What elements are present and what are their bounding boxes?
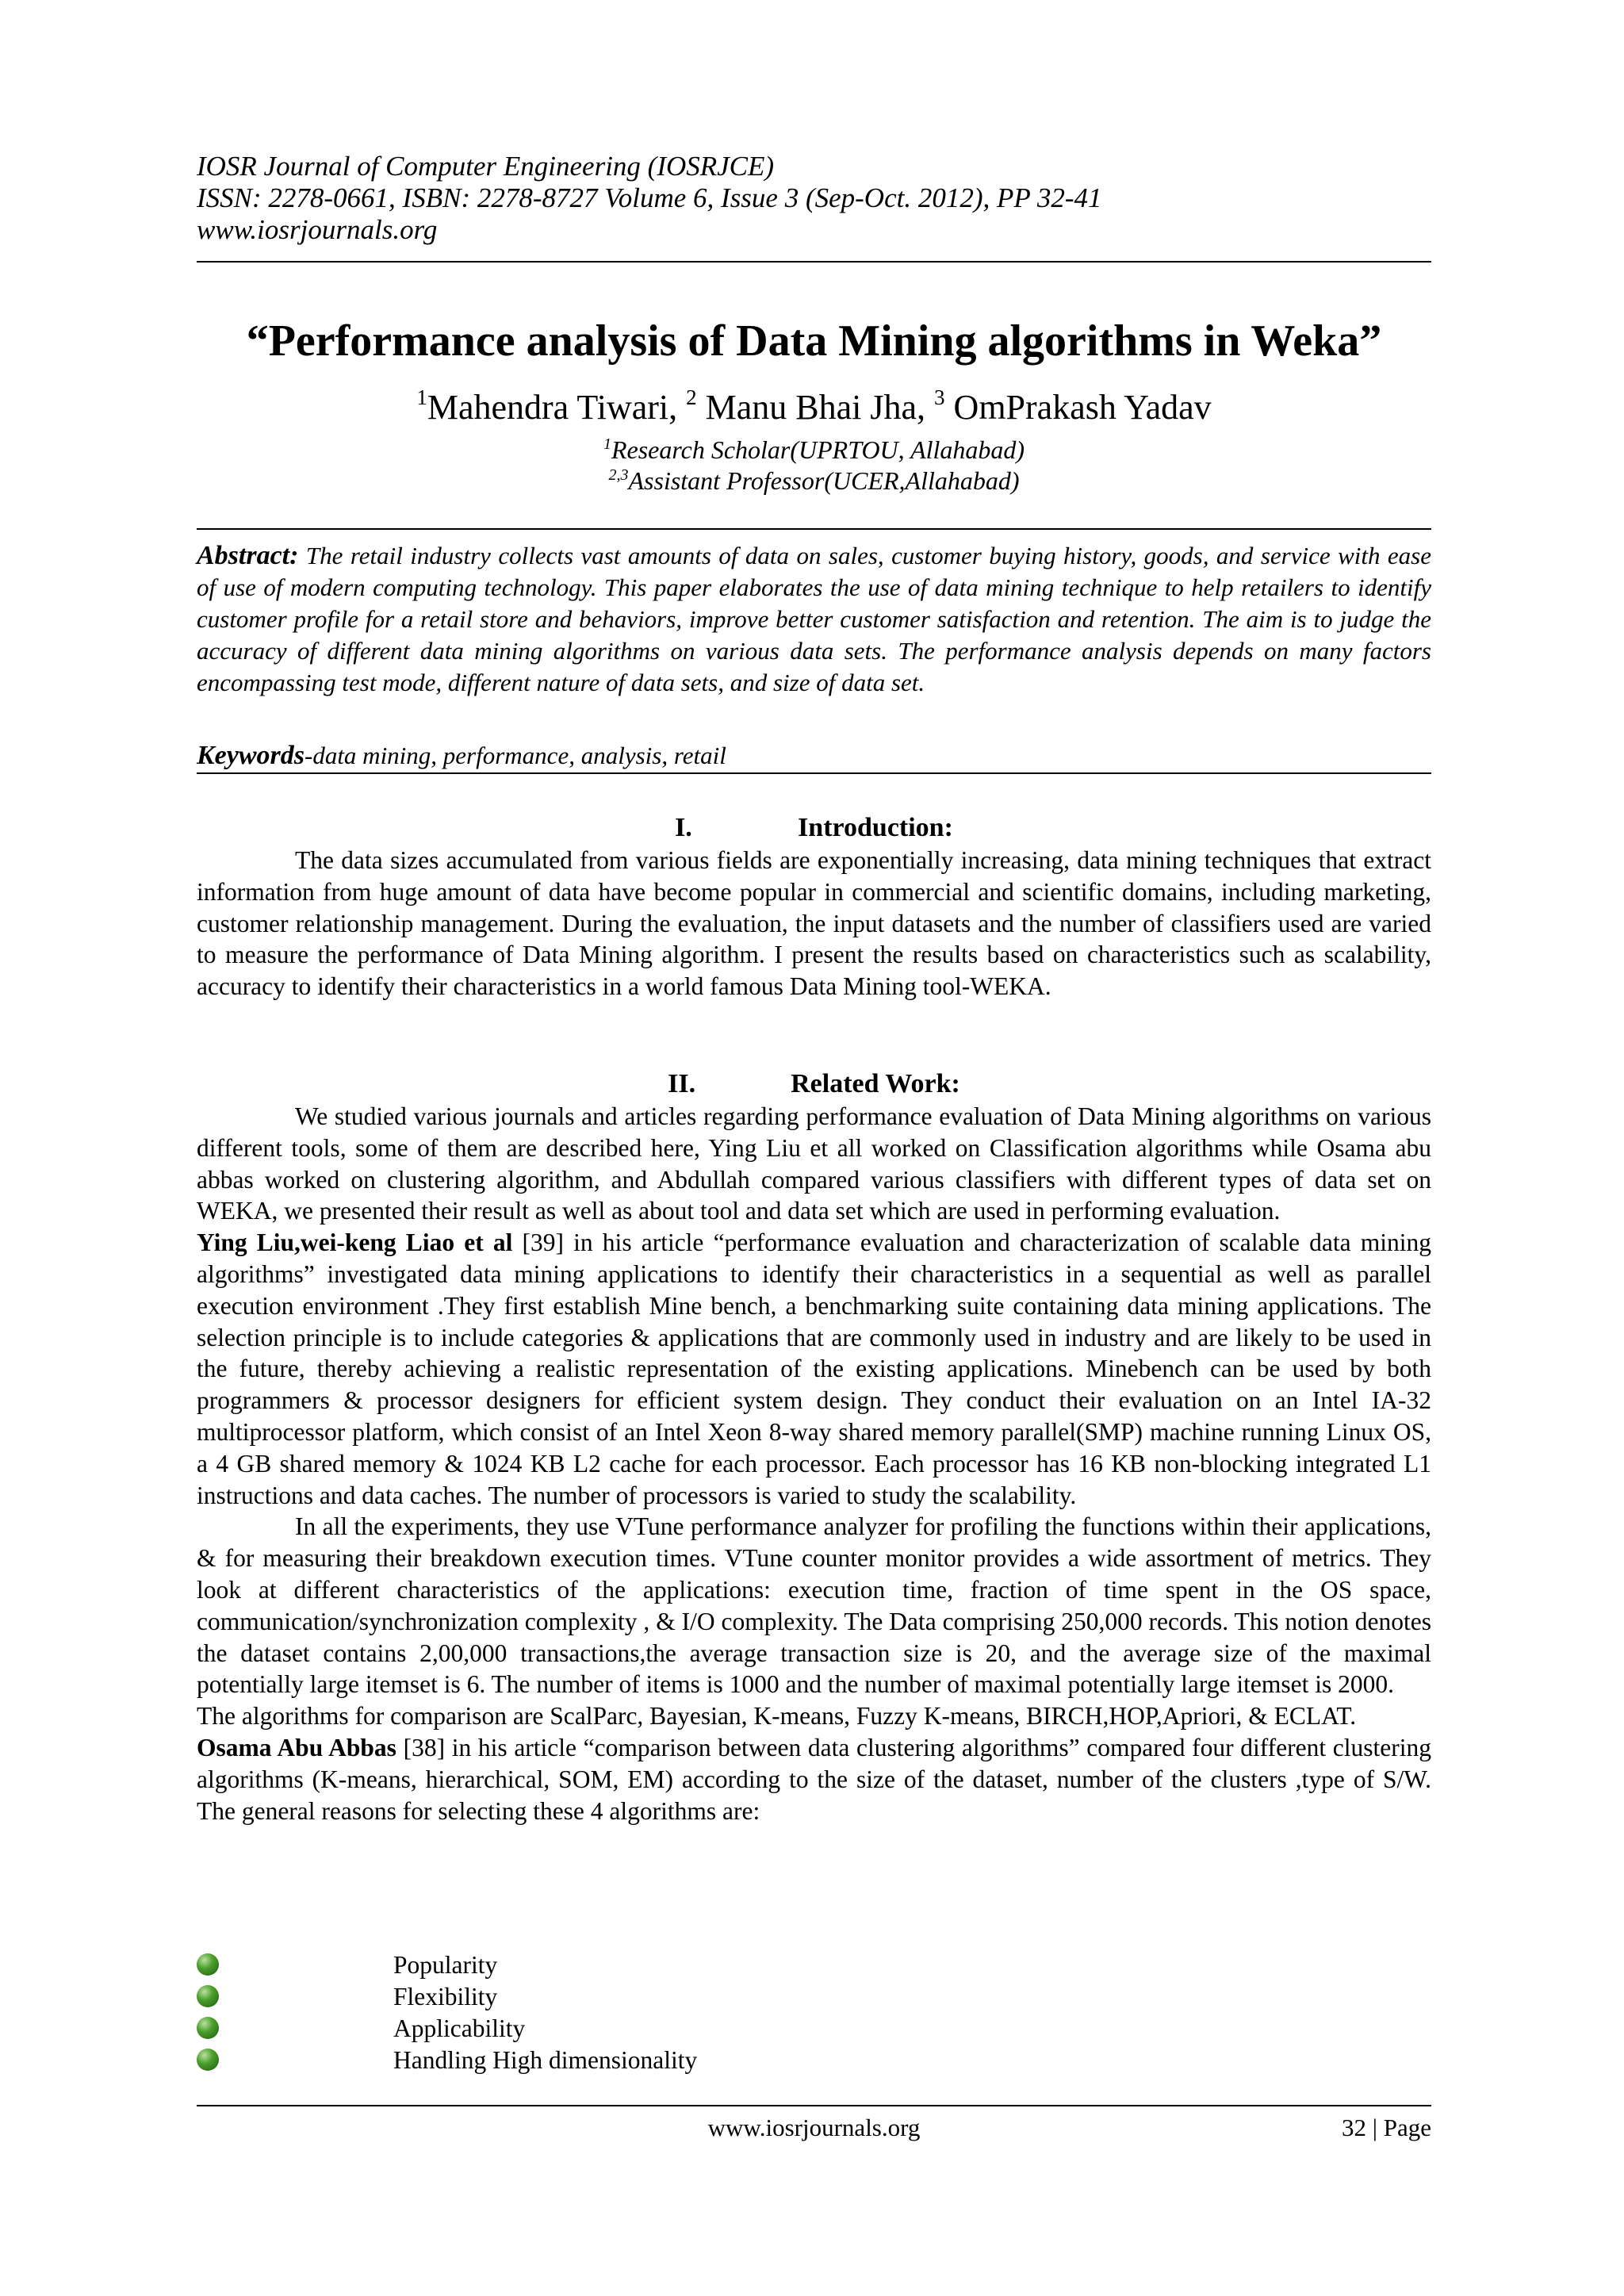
keywords-label: Keywords [197,741,304,770]
journal-header [197,151,1102,246]
section-heading [197,812,1431,844]
affiliation [197,466,1431,496]
affiliation-sup: 1 [603,435,611,453]
paragraph: In all the experiments, they use VTune performance analyzer for profiling the functions within their applications, & for measuring their breakdown execution times. VTune counter monitor provides a wide assortment of metrics. They look at different characteristics of the applications: execution time, fraction of time spent in the OS space, communication/synchronization complexity , & I/O complexity. The Data comprising 250,000 records. This notion denotes the dataset contains 2,00,000 transactions,the average transaction size is 20, and the average size of the maximal potentially large itemset is 6. The number of items is 1000 and the number of maximal potentially large itemset is 2000. [197,1512,1431,1699]
cited-author: Osama Abu Abbas [197,1733,396,1761]
green-ball-bullet-icon [197,2049,219,2071]
author-name: Manu Bhai Jha, [696,388,935,427]
section-title: Introduction: [798,813,953,842]
author-sup: 1 [416,385,427,409]
list-item-text: Flexibility [393,1983,498,2010]
section-title: Related Work: [791,1069,960,1098]
affiliation-sup: 2,3 [608,466,629,484]
abstract-top-rule [197,528,1431,530]
journal-website[interactable]: www.iosrjournals.org [197,214,438,245]
list-item-text: Applicability [393,2014,526,2042]
paper-title: “Performance analysis of Data Mining algorithms in Weka” [246,316,1382,366]
introduction-body [197,845,1431,1002]
green-ball-bullet-icon [197,1985,219,2007]
affiliation-text: Assistant Professor(UCER,Allahabad) [628,466,1020,495]
page-number: 32 | Page [1342,2114,1431,2141]
journal-issn: ISSN: 2278-0661, ISBN: 2278-8727 Volume 6, Issue 3 (Sep-Oct. 2012), PP 32-41 [197,182,1102,213]
header-rule [197,261,1431,263]
bullet-list [197,1949,1431,2076]
abstract-label: Abstract: [197,541,299,570]
keywords-text: -data mining, performance, analysis, retail [304,742,726,769]
paragraph-text: [38] in his article “comparison between data clustering algorithms” compared four different clustering algorithms (K-means, hierarchical, SOM, EM) according to the size of the dataset, number of the clusters ,type of S/W. The general reasons for selecting these 4 algorithms are: [197,1733,1431,1825]
paragraph-text: [39] in his article “performance evaluation and characterization of scalable data mining algorithms” investigated data mining applications to identify their characteristics in a sequential as well as parallel execution environment .They first establish Mine bench, a benchmarking suite containing data mining applications. The selection principle is to include categories & applications that are commonly used in industry and are likely to be used in the future, thereby achieving a realistic representation of the existing applications. Minebench can be used by both programmers & processor designers for efficient system design. They conduct their evaluation on an Intel IA-32 multiprocessor platform, which consist of an Intel Xeon 8-way shared memory parallel(SMP) machine running Linux OS, a 4 GB shared memory & 1024 KB L2 cache for each processor. Each processor has 16 KB non-blocking integrated L1 instructions and data caches. The number of processors is varied to study the scalability. [197,1228,1431,1509]
author-sup: 2 [686,385,697,409]
green-ball-bullet-icon [197,2017,219,2039]
abstract-bottom-rule [197,772,1431,774]
section-number: I. [675,813,692,842]
list-item [197,2013,1431,2045]
footer-website[interactable]: www.iosrjournals.org [707,2114,921,2141]
list-item-text: Popularity [393,1951,498,1979]
abstract [197,540,1431,699]
keywords [197,740,726,772]
green-ball-bullet-icon [197,1953,219,1976]
related-work-body [197,1101,1431,1826]
list-item [197,2045,1431,2076]
section-heading [197,1068,1431,1100]
author-name: Mahendra Tiwari, [427,388,687,427]
journal-name: IOSR Journal of Computer Engineering (IOSRJCE) [197,151,775,182]
cited-author: Ying Liu,wei-keng Liao et al [197,1228,513,1257]
abstract-text: The retail industry collects vast amounts of data on sales, customer buying history, goods, and service with ease of use of modern computing technology. This paper elaborates the use of data mining technique to help retailers to identify customer profile for a retail store and behaviors, improve better customer satisfaction and retention. The aim is to judge the accuracy of different data mining algorithms on various data sets. The performance analysis depends on many factors encompassing test mode, different nature of data sets, and size of data set. [197,542,1431,696]
paragraph [197,1227,1431,1511]
section-number: II. [668,1069,696,1098]
list-item [197,1981,1431,2013]
affiliation [197,435,1431,465]
paragraph [197,1732,1431,1826]
list-item-text: Handling High dimensionality [393,2046,698,2074]
paragraph: The algorithms for comparison are ScalParc, Bayesian, K-means, Fuzzy K-means, BIRCH,HOP,Apriori, & ECLAT. [197,1702,1357,1731]
list-item [197,1949,1431,1981]
footer-rule [197,2105,1431,2106]
paragraph: The data sizes accumulated from various fields are exponentially increasing, data mining techniques that extract information from huge amount of data have become popular in commercial and scientific domains, including marketing, customer relationship management. During the evaluation, the input datasets and the number of classifiers used are varied to measure the performance of Data Mining algorithm. I present the results based on characteristics such as scalability, accuracy to identify their characteristics in a world famous Data Mining tool-WEKA. [197,846,1431,1001]
author-list [197,386,1431,429]
author-sup: 3 [934,385,945,409]
affiliation-text: Research Scholar(UPRTOU, Allahabad) [611,435,1025,464]
author-name: OmPrakash Yadav [944,388,1212,427]
paragraph: We studied various journals and articles regarding performance evaluation of Data Mining algorithms on various different tools, some of them are described here, Ying Liu et all worked on Classification algorithms while Osama abu abbas worked on clustering algorithm, and Abdullah compared various classifiers with different types of data set on WEKA, we presented their result as well as about tool and data set which are used in performing evaluation. [197,1102,1431,1225]
